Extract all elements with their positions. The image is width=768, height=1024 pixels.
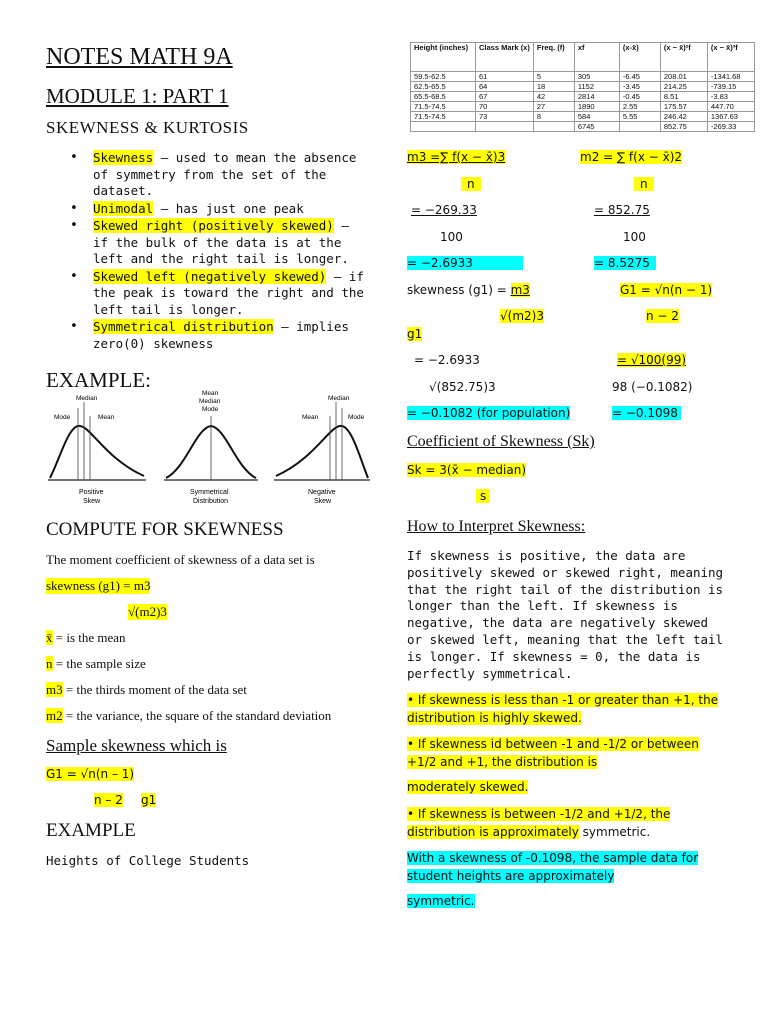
table-cell: 1367.63 xyxy=(707,112,754,122)
rule-moderately-skewed xyxy=(407,736,727,771)
sk-denominator: s xyxy=(476,489,490,503)
label-median: Median xyxy=(328,395,350,402)
definition-m2 xyxy=(46,708,331,724)
example-heading: EXAMPLE: xyxy=(46,368,151,392)
example2-text: Heights of College Students xyxy=(46,853,250,868)
table-cell: 67 xyxy=(476,92,534,102)
m3-denominator: n xyxy=(461,177,481,191)
table-cell: 305 xyxy=(574,72,619,82)
definition-item xyxy=(70,201,370,218)
table-cell: 18 xyxy=(533,82,574,92)
table-row xyxy=(411,122,755,132)
table-cell: 61 xyxy=(476,72,534,82)
definition-mean xyxy=(46,630,126,646)
G1-substitution: = √100(99) xyxy=(617,353,687,367)
positive-skew-diagram xyxy=(48,395,146,505)
definition-text: – implies zero(0) skewness xyxy=(93,319,349,351)
formula-G1-g1: g1 xyxy=(141,793,157,807)
rule-highly-skewed xyxy=(407,692,727,727)
table-cell: 62.5-65.5 xyxy=(411,82,476,92)
definition-list xyxy=(70,150,370,353)
table-cell: 71.5-74.5 xyxy=(411,102,476,112)
rule-text: • If skewness is between -1/2 and +1/2, the distribution is approximately xyxy=(407,807,671,839)
table-cell xyxy=(533,122,574,132)
table-cell: 64 xyxy=(476,82,534,92)
table-cell: 6745 xyxy=(574,122,619,132)
definition-item xyxy=(70,269,370,319)
table-cell: 70 xyxy=(476,102,534,112)
definition-m3 xyxy=(46,682,247,698)
symbol-m2: m2 xyxy=(46,708,63,723)
label-mode: Mode xyxy=(202,406,219,413)
caption-negative: Negative xyxy=(308,489,336,496)
table-header-row xyxy=(411,43,755,72)
label-median: Median xyxy=(199,398,221,405)
table-cell: 447.70 xyxy=(707,102,754,112)
definition-text: – if the bulk of the data is at the left and the right tail is longer. xyxy=(93,218,349,266)
interpret-heading: How to Interpret Skewness: xyxy=(407,518,586,535)
m2-formula: m2 = ∑ f(x − x̄)2 xyxy=(580,150,683,164)
table-cell: 5.55 xyxy=(619,112,660,122)
rule-text: • If skewness is less than -1 or greater than +1, the distribution is highly skewed. xyxy=(407,693,719,725)
table-cell: 1890 xyxy=(574,102,619,112)
G1-final: = −0.1098 xyxy=(612,406,681,420)
m2-denominator-value: 100 xyxy=(623,230,646,244)
table-cell: 852.75 xyxy=(660,122,707,132)
formula-g1: skewness (g1) = m3 xyxy=(46,578,151,593)
m3-formula: m3 =∑ f(x − x̄)3 xyxy=(407,150,506,164)
formula-G1: G1 = √n(n – 1) xyxy=(46,767,135,781)
m2-denominator: n xyxy=(634,177,654,191)
label-mode: Mode xyxy=(348,414,365,421)
example2-heading: EXAMPLE xyxy=(46,820,136,841)
definition-term: Skewed right (positively skewed) xyxy=(93,218,334,233)
definition-item xyxy=(70,150,370,200)
coefficient-heading: Coefficient of Skewness (Sk) xyxy=(407,433,595,450)
g1-substitution-denominator: √(852.75)3 xyxy=(429,380,496,394)
label-mean: Mean xyxy=(202,390,219,397)
column-header: (x-x̄) xyxy=(619,43,660,72)
formula-G1-denominator: n – 2 xyxy=(94,793,123,807)
page-title: NOTES MATH 9A xyxy=(46,44,233,70)
definition-item xyxy=(70,319,370,352)
table-row xyxy=(411,112,755,122)
G1-denominator: n − 2 xyxy=(646,309,679,323)
table-cell: 59.5-62.5 xyxy=(411,72,476,82)
g1-final: = −0.1082 (for population) xyxy=(407,406,571,420)
g1-word: g1 xyxy=(407,327,423,341)
table-cell: 65.5-68.5 xyxy=(411,92,476,102)
table-cell: 246.42 xyxy=(660,112,707,122)
definition-n xyxy=(46,656,146,672)
moment-text: The moment coefficient of skewness of a data set is xyxy=(46,552,315,567)
table-cell xyxy=(411,122,476,132)
table-cell: 214.25 xyxy=(660,82,707,92)
table-cell: 1152 xyxy=(574,82,619,92)
definition-term: Symmetrical distribution xyxy=(93,319,274,334)
label-mean: Mean xyxy=(98,414,115,421)
table-cell: 71.5-74.5 xyxy=(411,112,476,122)
section-heading: SKEWNESS & KURTOSIS xyxy=(46,118,249,137)
table-row xyxy=(411,82,755,92)
symmetric-diagram xyxy=(164,390,258,505)
table-cell: 175.57 xyxy=(660,102,707,112)
definition-text: = the thirds moment of the data set xyxy=(62,682,247,697)
definition-text: = the variance, the square of the standard deviation xyxy=(62,708,332,723)
definition-text: – used to mean the absence of symmetry from the set of the dataset. xyxy=(93,150,357,198)
rule-text: • If skewness id between -1 and -1/2 or between +1/2 and +1, the distribution is xyxy=(407,737,699,769)
table-cell: -269.33 xyxy=(707,122,754,132)
compute-heading: COMPUTE FOR SKEWNESS xyxy=(46,519,284,540)
sample-heading: Sample skewness which is xyxy=(46,736,227,755)
caption-symmetrical: Symmetrical xyxy=(190,489,229,496)
caption-positive: Positive xyxy=(79,489,104,496)
table-cell xyxy=(619,122,660,132)
skewness-figure xyxy=(46,388,372,510)
definition-text: = is the mean xyxy=(52,630,126,645)
G1-substitution-denominator: 98 (−0.1082) xyxy=(612,380,693,394)
formula-g1-denominator: √(m2)3 xyxy=(128,604,167,619)
column-header: Height (inches) xyxy=(411,43,476,72)
table-row xyxy=(411,72,755,82)
table-cell: 584 xyxy=(574,112,619,122)
label-median: Median xyxy=(76,395,98,402)
table-cell: 5 xyxy=(533,72,574,82)
definition-term: Skewed left (negatively skewed) xyxy=(93,268,327,284)
symbol-mean: x̄ xyxy=(46,630,53,645)
column-header: (x − x̄)³f xyxy=(707,43,754,72)
definition-term: Unimodal xyxy=(93,200,154,216)
table-cell: -1341.68 xyxy=(707,72,754,82)
m3-result: = −2.6933 xyxy=(407,256,523,270)
skewness-g1-denominator: √(m2)3 xyxy=(500,309,544,323)
definition-text: – if the peak is toward the right and the left tail is longer. xyxy=(93,268,364,317)
table-cell: 2814 xyxy=(574,92,619,102)
table-cell: -3.45 xyxy=(619,82,660,92)
skewness-g1-formula xyxy=(407,283,530,297)
table-cell: 42 xyxy=(533,92,574,102)
table-cell: 8.51 xyxy=(660,92,707,102)
skewness-m3: m3 xyxy=(510,283,530,297)
rule-text-end: symmetric. xyxy=(578,824,651,839)
table-row xyxy=(411,92,755,102)
frequency-table xyxy=(410,42,755,132)
table-cell: -739.15 xyxy=(707,82,754,92)
G1-formula: G1 = √n(n − 1) xyxy=(620,283,713,297)
table-cell: -3.83 xyxy=(707,92,754,102)
module-heading: MODULE 1: PART 1 xyxy=(46,84,229,108)
definition-term: Skewness xyxy=(93,150,154,165)
interpret-paragraph: If skewness is positive, the data are positively skewed or skewed right, meaning that the right tail of the distribution is longer than the left. If skewness is negative, the data are negatively skewed or skewed left, meaning that the left tail is longer. If skewness = 0, the data is perfectly symmetrical. xyxy=(407,548,724,681)
table-row xyxy=(411,102,755,112)
symbol-n: n xyxy=(46,656,53,671)
m3-denominator-value: 100 xyxy=(440,230,463,244)
table-cell: 208.01 xyxy=(660,72,707,82)
caption-skew: Skew xyxy=(314,498,332,505)
column-header: Freq. (f) xyxy=(533,43,574,72)
conclusion-text: With a skewness of -0.1098, the sample data for student heights are approximately xyxy=(407,851,699,883)
m2-numerator-value: = 852.75 xyxy=(594,203,650,217)
table-cell: 73 xyxy=(476,112,534,122)
column-header: Class Mark (x) xyxy=(476,43,534,72)
sk-formula: Sk = 3(x̄ − median) xyxy=(407,463,527,477)
caption-skew: Skew xyxy=(83,498,101,505)
rule-moderately-skewed-end: moderately skewed. xyxy=(407,780,529,794)
caption-distribution: Distribution xyxy=(193,498,229,505)
table-cell: 2.55 xyxy=(619,102,660,112)
table-cell xyxy=(476,122,534,132)
negative-skew-diagram xyxy=(274,395,370,505)
conclusion xyxy=(407,850,727,885)
g1-substitution: = −2.6933 xyxy=(414,353,480,367)
column-header: (x − x̄)²f xyxy=(660,43,707,72)
column-header: xf xyxy=(574,43,619,72)
definition-text: = the sample size xyxy=(52,656,146,671)
definition-text: – has just one peak xyxy=(153,200,304,216)
table-cell: -6.45 xyxy=(619,72,660,82)
table-cell: 8 xyxy=(533,112,574,122)
m3-numerator-value: = −269.33 xyxy=(411,203,477,217)
label-mode: Mode xyxy=(54,414,71,421)
symbol-m3: m3 xyxy=(46,682,63,697)
label-mean: Mean xyxy=(302,414,319,421)
table-cell: 27 xyxy=(533,102,574,112)
skewness-label: skewness (g1) = xyxy=(407,283,511,297)
m2-result: = 8.5275 xyxy=(594,256,656,270)
conclusion-end: symmetric. xyxy=(407,894,475,908)
rule-approx-symmetric xyxy=(407,806,727,841)
table-cell: -0.45 xyxy=(619,92,660,102)
definition-item xyxy=(70,218,370,268)
